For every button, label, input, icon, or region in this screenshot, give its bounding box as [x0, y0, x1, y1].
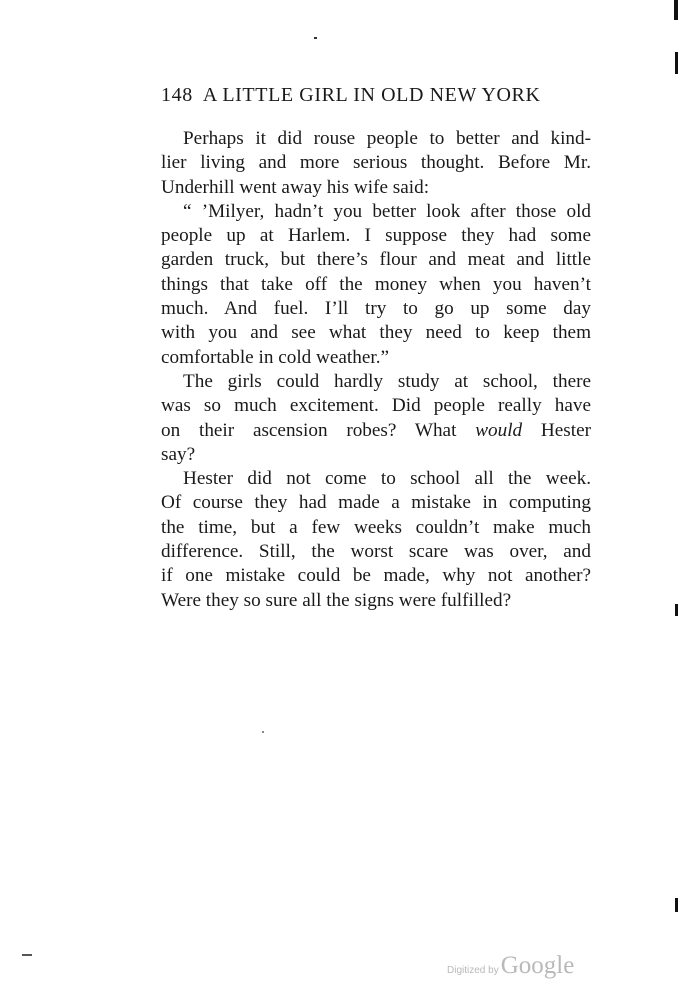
body-text: [161, 127, 591, 613]
google-logo: Google: [500, 952, 575, 979]
text-run: Hester: [522, 419, 591, 441]
text-line: [161, 419, 591, 443]
text-line: was so much excitement. Did people really have: [161, 395, 591, 417]
text-line: Perhaps it did rouse people to better and kind-: [183, 128, 591, 149]
watermark-prefix: Digitized by: [447, 965, 499, 976]
text-line: much. And fuel. I’ll try to go up some day: [161, 298, 591, 320]
text-line: people up at Harlem. I suppose they had some: [161, 225, 591, 247]
page-number: 148: [161, 84, 193, 106]
text-line: the time, but a few weeks couldn’t make much: [161, 516, 591, 538]
text-line: with you and see what they need to keep them: [161, 322, 591, 344]
text-line: difference. Still, the worst scare was over, and: [161, 541, 591, 563]
italic-emphasis: would: [475, 419, 523, 441]
text-line: lier living and more serious thought. Before Mr.: [161, 152, 591, 174]
ink-speck: [314, 37, 317, 39]
text-line: Hester did not come to school all the week.: [183, 468, 591, 490]
text-line: Of course they had made a mistake in computing: [161, 492, 591, 514]
text-line: The girls could hardly study at school, there: [183, 370, 591, 392]
text-line: “ ’Milyer, hadn’t you better look after those old: [183, 200, 591, 222]
text-line: garden truck, but there’s flour and meat and little: [161, 249, 591, 271]
text-line: comfortable in cold weather.”: [161, 346, 390, 368]
text-line: Were they so sure all the signs were fulfilled?: [161, 589, 512, 611]
text-run: on their ascension robes? What: [161, 419, 476, 441]
running-head: [161, 84, 561, 107]
page-edge-mark: [674, 0, 678, 20]
text-line: things that take off the money when you haven’t: [161, 273, 591, 295]
text-line: Underhill went away his wife said:: [161, 176, 430, 198]
text-line: if one mistake could be made, why not another?: [161, 565, 591, 587]
running-title: A LITTLE GIRL IN OLD NEW YORK: [202, 84, 541, 106]
margin-mark: [22, 954, 32, 956]
digitized-by-google-watermark: [447, 952, 574, 980]
text-line: say?: [161, 443, 196, 465]
ink-speck: [262, 731, 264, 733]
